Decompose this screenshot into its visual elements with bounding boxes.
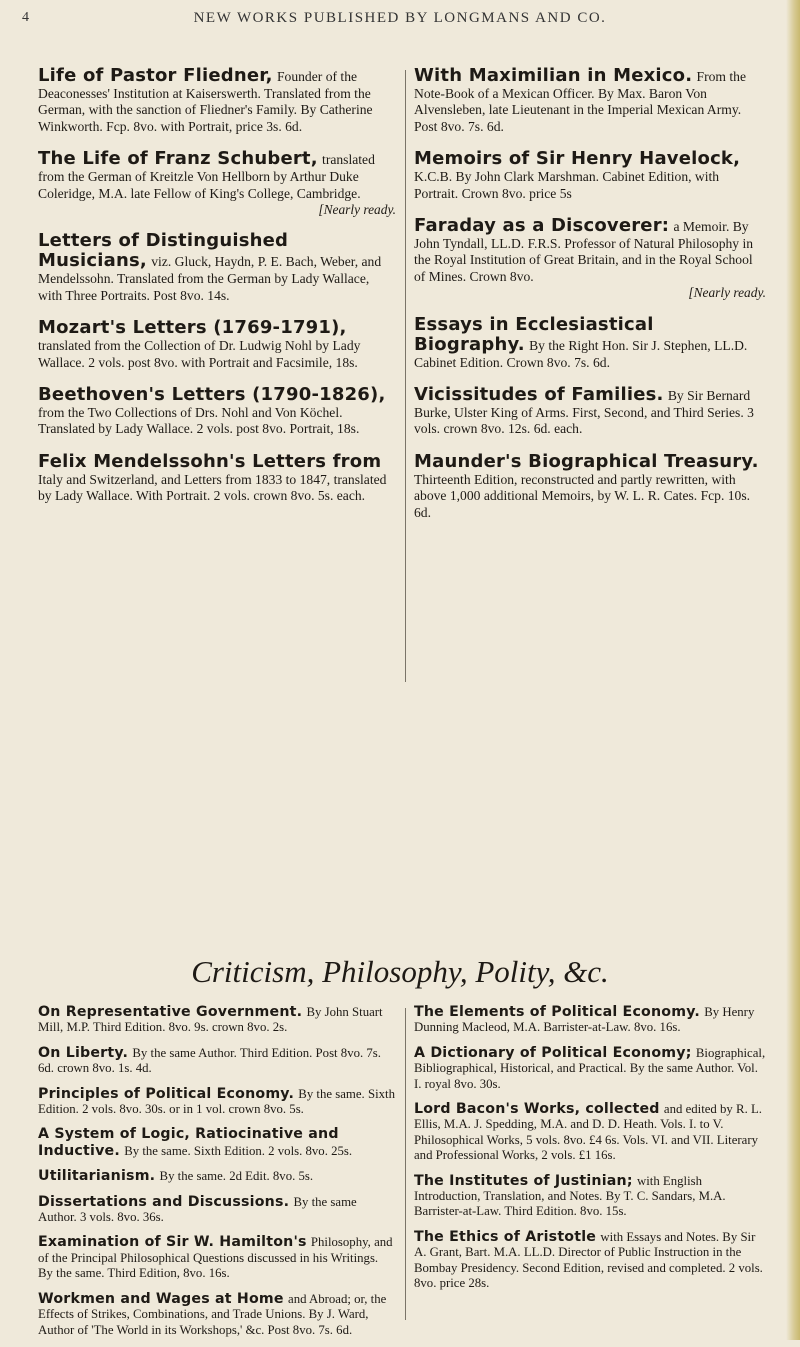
running-header — [0, 8, 800, 32]
page-number: 4 — [22, 10, 31, 25]
book-description: By the same Author. 3 vols. 8vo. 36s. — [38, 1194, 357, 1225]
book-description: By Henry Dunning Macleod, M.A. Barrister-at-Law. 8vo. 16s. — [414, 1005, 755, 1035]
book-description: from the Two Collections of Drs. Nohl and Von Köchel. Translated by Lady Wallace. 2 vols. post 8vo. Portrait, 18s. — [38, 405, 360, 437]
book-title: On Liberty. — [38, 1044, 129, 1061]
book-title: A System of Logic, Ratiocinative and Inductive. — [38, 1126, 339, 1159]
book-description: translated from the Collection of Dr. Ludwig Nohl by Lady Wallace. 2 vols. post 8vo. with Portrait and Facsimile, 18s. — [38, 338, 361, 370]
book-description: translated from the German of Kreitzle Von Hellborn by Arthur Duke Coleridge, M.A. late Fellow of King's College, Cambridge. — [38, 152, 375, 201]
book-entry — [38, 1234, 396, 1281]
book-description: By the Right Hon. Sir J. Stephen, LL.D. Cabinet Edition. Crown 8vo. 7s. 6d. — [414, 337, 748, 370]
book-description: and Abroad; or, the Effects of Strikes, Combinations, and Trade Unions. By J. Ward, Author of 'The World in its Workshops,' &c. Post 8vo. 7s. 6d. — [38, 1291, 387, 1337]
book-entry — [38, 452, 396, 505]
book-title: Maunder's Biographical Treasury. — [414, 450, 759, 472]
book-title: Essays in Ecclesiastical Biography. — [414, 313, 654, 355]
book-title: Lord Bacon's Works, collected — [414, 1101, 660, 1118]
book-entry — [38, 385, 396, 438]
book-title: Vicissitudes of Families. — [414, 384, 664, 406]
upper-right-column — [414, 66, 766, 535]
column-divider-lower — [405, 1008, 406, 1320]
book-entry — [414, 216, 766, 301]
availability-note: [Nearly ready. — [318, 202, 396, 218]
book-title: Life of Pastor Fliedner, — [38, 65, 273, 86]
book-entry — [414, 149, 766, 202]
book-entry — [414, 385, 766, 438]
book-title: Principles of Political Economy. — [38, 1085, 295, 1102]
book-description: From the Note-Book of a Mexican Officer. By Max. Baron Von Alvensleben, late Lieutenant in the Imperial Mexican Army. Post 8vo. 7s. 6d. — [414, 69, 747, 134]
book-description: Italy and Switzerland, and Letters from 1833 to 1847, translated by Lady Wallace. With Portrait. 2 vols. crown 8vo. 5s. each. — [38, 471, 387, 504]
availability-note: [Nearly ready. — [688, 285, 766, 301]
book-description: By the same. Sixth Edition. 2 vols. 8vo. 25s. — [124, 1143, 353, 1158]
book-description: By the same. 2d Edit. 8vo. 5s. — [159, 1169, 314, 1184]
book-entry — [38, 318, 396, 371]
book-title: Felix Mendelssohn's Letters from — [38, 450, 382, 472]
book-description: K.C.B. By John Clark Marshman. Cabinet Edition, with Portrait. Crown 8vo. price 5s — [414, 169, 720, 201]
book-entry — [38, 149, 396, 217]
book-description: Philosophy, and of the Principal Philosophical Questions discussed in his Writings. By the same. Third Edition, 8vo. 16s. — [38, 1235, 393, 1281]
book-entry — [38, 1194, 396, 1226]
book-entry — [38, 231, 396, 304]
book-description: By Sir Bernard Burke, Ulster King of Arms. First, Second, and Third Series. 3 vols. crown 8vo. 12s. 6d. each. — [414, 388, 754, 437]
book-description: By the same. Sixth Edition. 2 vols. 8vo. 30s. or in 1 vol. crown 8vo. 5s. — [38, 1086, 395, 1117]
book-description: Founder of the Deaconesses' Institution at Kaiserswerth. Translated from the German, with the sanction of Fliedner's Family. By Catherine Winkworth. Fcp. 8vo. with Portrait, price 3s. 6d. — [38, 69, 373, 134]
column-divider-upper — [405, 70, 406, 682]
book-title: Letters of Distinguished Musicians, — [38, 230, 289, 272]
book-title: Faraday as a Discoverer: — [414, 215, 670, 237]
book-description: Thirteenth Edition, reconstructed and partly rewritten, with above 1,000 additional Memoirs, by W. L. R. Cates. Fcp. 10s. 6d. — [414, 471, 751, 520]
book-entry — [414, 1229, 766, 1292]
book-title: The Life of Franz Schubert, — [38, 148, 318, 170]
book-entry — [414, 66, 766, 135]
lower-left-column — [38, 1004, 396, 1347]
upper-left-column — [38, 66, 396, 519]
book-description: a Memoir. By John Tyndall, LL.D. F.R.S. Professor of Natural Philosophy in the Royal Institution of Great Britain, and in the Royal School of Mines. Crown 8vo. — [414, 219, 754, 284]
book-entry — [38, 1168, 396, 1184]
book-title: Utilitarianism. — [38, 1168, 156, 1185]
section-heading: Criticism, Philosophy, Polity, &c. — [191, 954, 609, 989]
lower-right-column — [414, 1004, 766, 1301]
running-title: NEW WORKS PUBLISHED BY LONGMANS AND CO. — [193, 10, 607, 26]
book-entry — [38, 1045, 396, 1077]
book-description: viz. Gluck, Haydn, P. E. Bach, Weber, and Mendelssohn. Translated from the German by Lady Wallace, with Three Portraits. Post 8vo. 14s. — [38, 254, 382, 303]
book-description: with English Introduction, Translation, and Notes. By T. C. Sandars, M.A. Barrister-at-Law. Third Edition. 8vo. 15s. — [414, 1173, 726, 1219]
book-entry — [38, 1086, 396, 1118]
book-title: Beethoven's Letters (1790-1826), — [38, 384, 386, 406]
book-entry — [38, 66, 396, 135]
book-description: By John Stuart Mill, M.P. Third Edition. 8vo. 9s. crown 8vo. 2s. — [38, 1005, 383, 1035]
book-title: The Institutes of Justinian; — [414, 1172, 633, 1189]
book-description: and edited by R. L. Ellis, M.A. J. Spedding, M.A. and D. D. Heath. Vols. I. to V. Philosophical Works, 5 vols. 8vo. £4 6s. Vols. VI. and VII. Literary and Professional Works, 2 vols. £1 16s. — [414, 1102, 762, 1163]
book-title: The Ethics of Aristotle — [414, 1228, 597, 1245]
book-entry — [414, 1045, 766, 1092]
book-entry — [38, 1004, 396, 1036]
book-description: By the same Author. Third Edition. Post 8vo. 7s. 6d. crown 8vo. 1s. 4d. — [38, 1045, 381, 1076]
book-title: With Maximilian in Mexico. — [414, 65, 693, 86]
book-title: Memoirs of Sir Henry Havelock, — [414, 148, 741, 170]
book-title: Examination of Sir W. Hamilton's — [38, 1234, 307, 1251]
book-title: Workmen and Wages at Home — [38, 1290, 284, 1307]
book-entry — [414, 1173, 766, 1220]
book-title: On Representative Government. — [38, 1004, 303, 1020]
book-entry — [414, 315, 766, 371]
book-entry — [414, 1004, 766, 1036]
book-entry — [414, 1101, 766, 1164]
book-description: with Essays and Notes. By Sir A. Grant, Bart. M.A. LL.D. Director of Public Instruction in the Bombay Presidency. Second Edition, revised and completed. 2 vols. 8vo. price 28s. — [414, 1229, 763, 1291]
book-entry — [414, 452, 766, 521]
book-title: Dissertations and Discussions. — [38, 1193, 290, 1210]
book-description: Biographical, Bibliographical, Historical, and Practical. By the same Author. Vol. I. royal 8vo. 30s. — [414, 1045, 766, 1091]
book-title: Mozart's Letters (1769-1791), — [38, 317, 347, 339]
page-edge — [786, 0, 800, 1340]
book-entry — [38, 1291, 396, 1338]
book-title: The Elements of Political Economy. — [414, 1004, 700, 1020]
book-entry — [38, 1126, 396, 1159]
book-title: A Dictionary of Political Economy; — [414, 1044, 692, 1061]
